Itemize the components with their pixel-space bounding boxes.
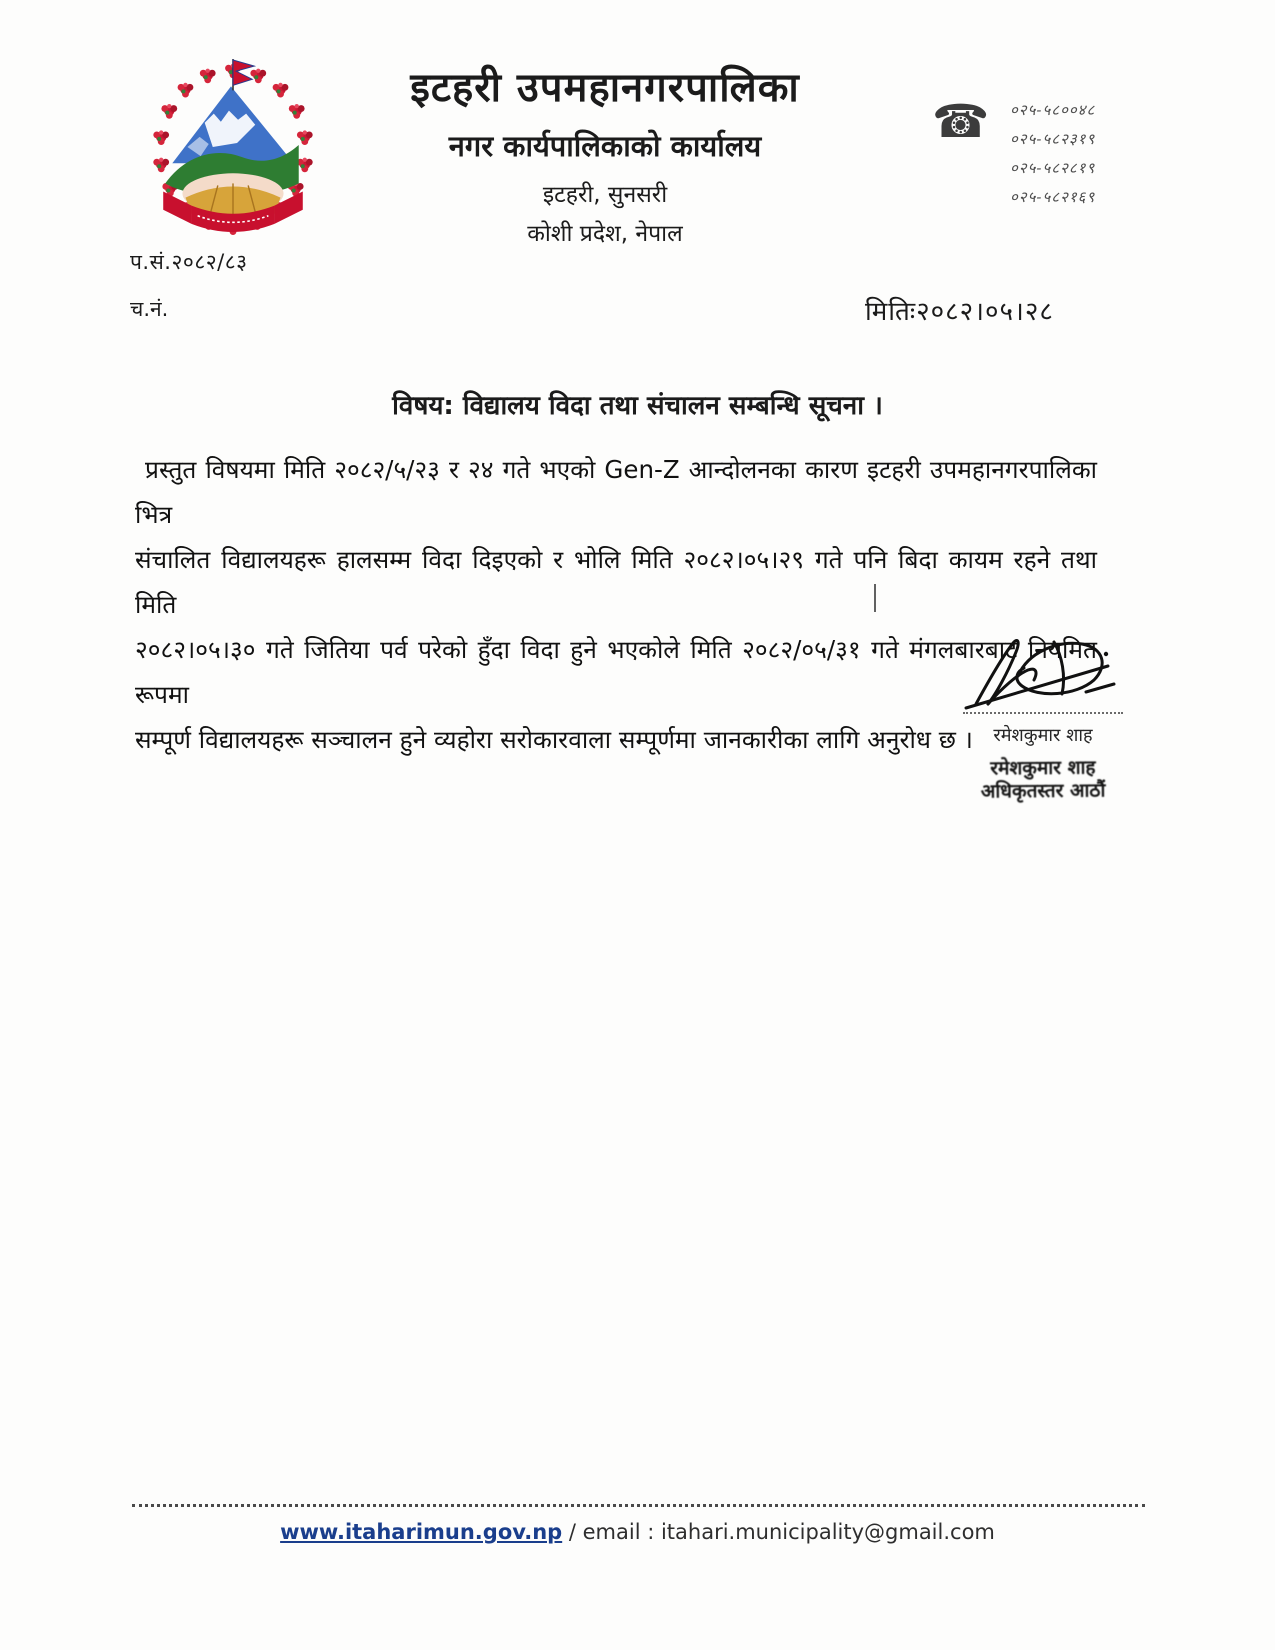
phone-number: ०२५-५८२१६९ [1010,188,1096,206]
signatory-name: रमेशकुमार शाह [993,725,1093,746]
signature-rule [963,712,1123,714]
reference-block [130,250,248,322]
nepal-emblem-logo [146,56,320,236]
stamp-name: रमेशकुमार शाह [990,756,1096,780]
website-link[interactable]: www.itaharimun.gov.np [280,1520,563,1544]
footer [0,1520,1275,1544]
subject-line: विषय: विद्यालय विदा तथा संचालन सम्बन्धि सूचना । [392,391,883,421]
body-line: २०८२।०५।३० गते जितिया पर्व परेको हुँदा विदा हुने भएकोले मिति २०८२/०५/३१ गते मंगलबारबाट नियमित रूपमा [135,635,1097,709]
phone-number: ०२५-५८२३१९ [1010,130,1096,148]
phone-number: ०२५-५८००४८ [1010,101,1096,119]
phone-list [1010,96,1095,212]
footer-divider [132,1504,1145,1507]
letter-date: मितिः२०८२।०५।२८ [865,297,1054,327]
body-line: सम्पूर्ण विद्यालयहरू सञ्चालन हुने व्यहोरा सरोकारवाला सम्पूर्णमा जानकारीका लागि अनुरोध छ । [135,725,973,754]
dispatch-number: च.नं. [130,297,169,322]
province-line: कोशी प्रदेश, नेपाल [527,221,683,247]
phone-number: ०२५-५८२८१९ [1010,159,1096,177]
stamp-title: अधिकृतस्तर आठौं [980,779,1106,803]
signature-block [938,632,1148,803]
office-name: नगर कार्यपालिकाको कार्यालय [448,129,762,163]
email-label: / email : [562,1520,661,1544]
telephone-icon: ☎ [932,94,990,148]
body-line: प्रस्तुत विषयमा मिति २०८२/५/२३ र २४ गते भएको Gen-Z आन्दोलनका कारण इटहरी उपमहानगरपालिका भित्र [135,455,1097,529]
scan-artifact-line [874,584,876,612]
address-line: इटहरी, सुनसरी [542,182,668,208]
letterhead [300,66,910,248]
signatory-stamp [938,756,1148,803]
body-line: संचालित विद्यालयहरू हालसम्म विदा दिइएको र भोलि मिति २०८२।०५।२९ गते पनि बिदा कायम रहने तथा मिति [135,545,1097,619]
municipality-name: इटहरी उपमहानगरपालिका [410,65,800,111]
email-address[interactable]: itahari.municipality@gmail.com [660,1520,995,1544]
handwritten-signature [958,632,1128,712]
emblem-svg [146,56,320,236]
ref-number: प.सं.२०८२/८३ [130,250,248,274]
